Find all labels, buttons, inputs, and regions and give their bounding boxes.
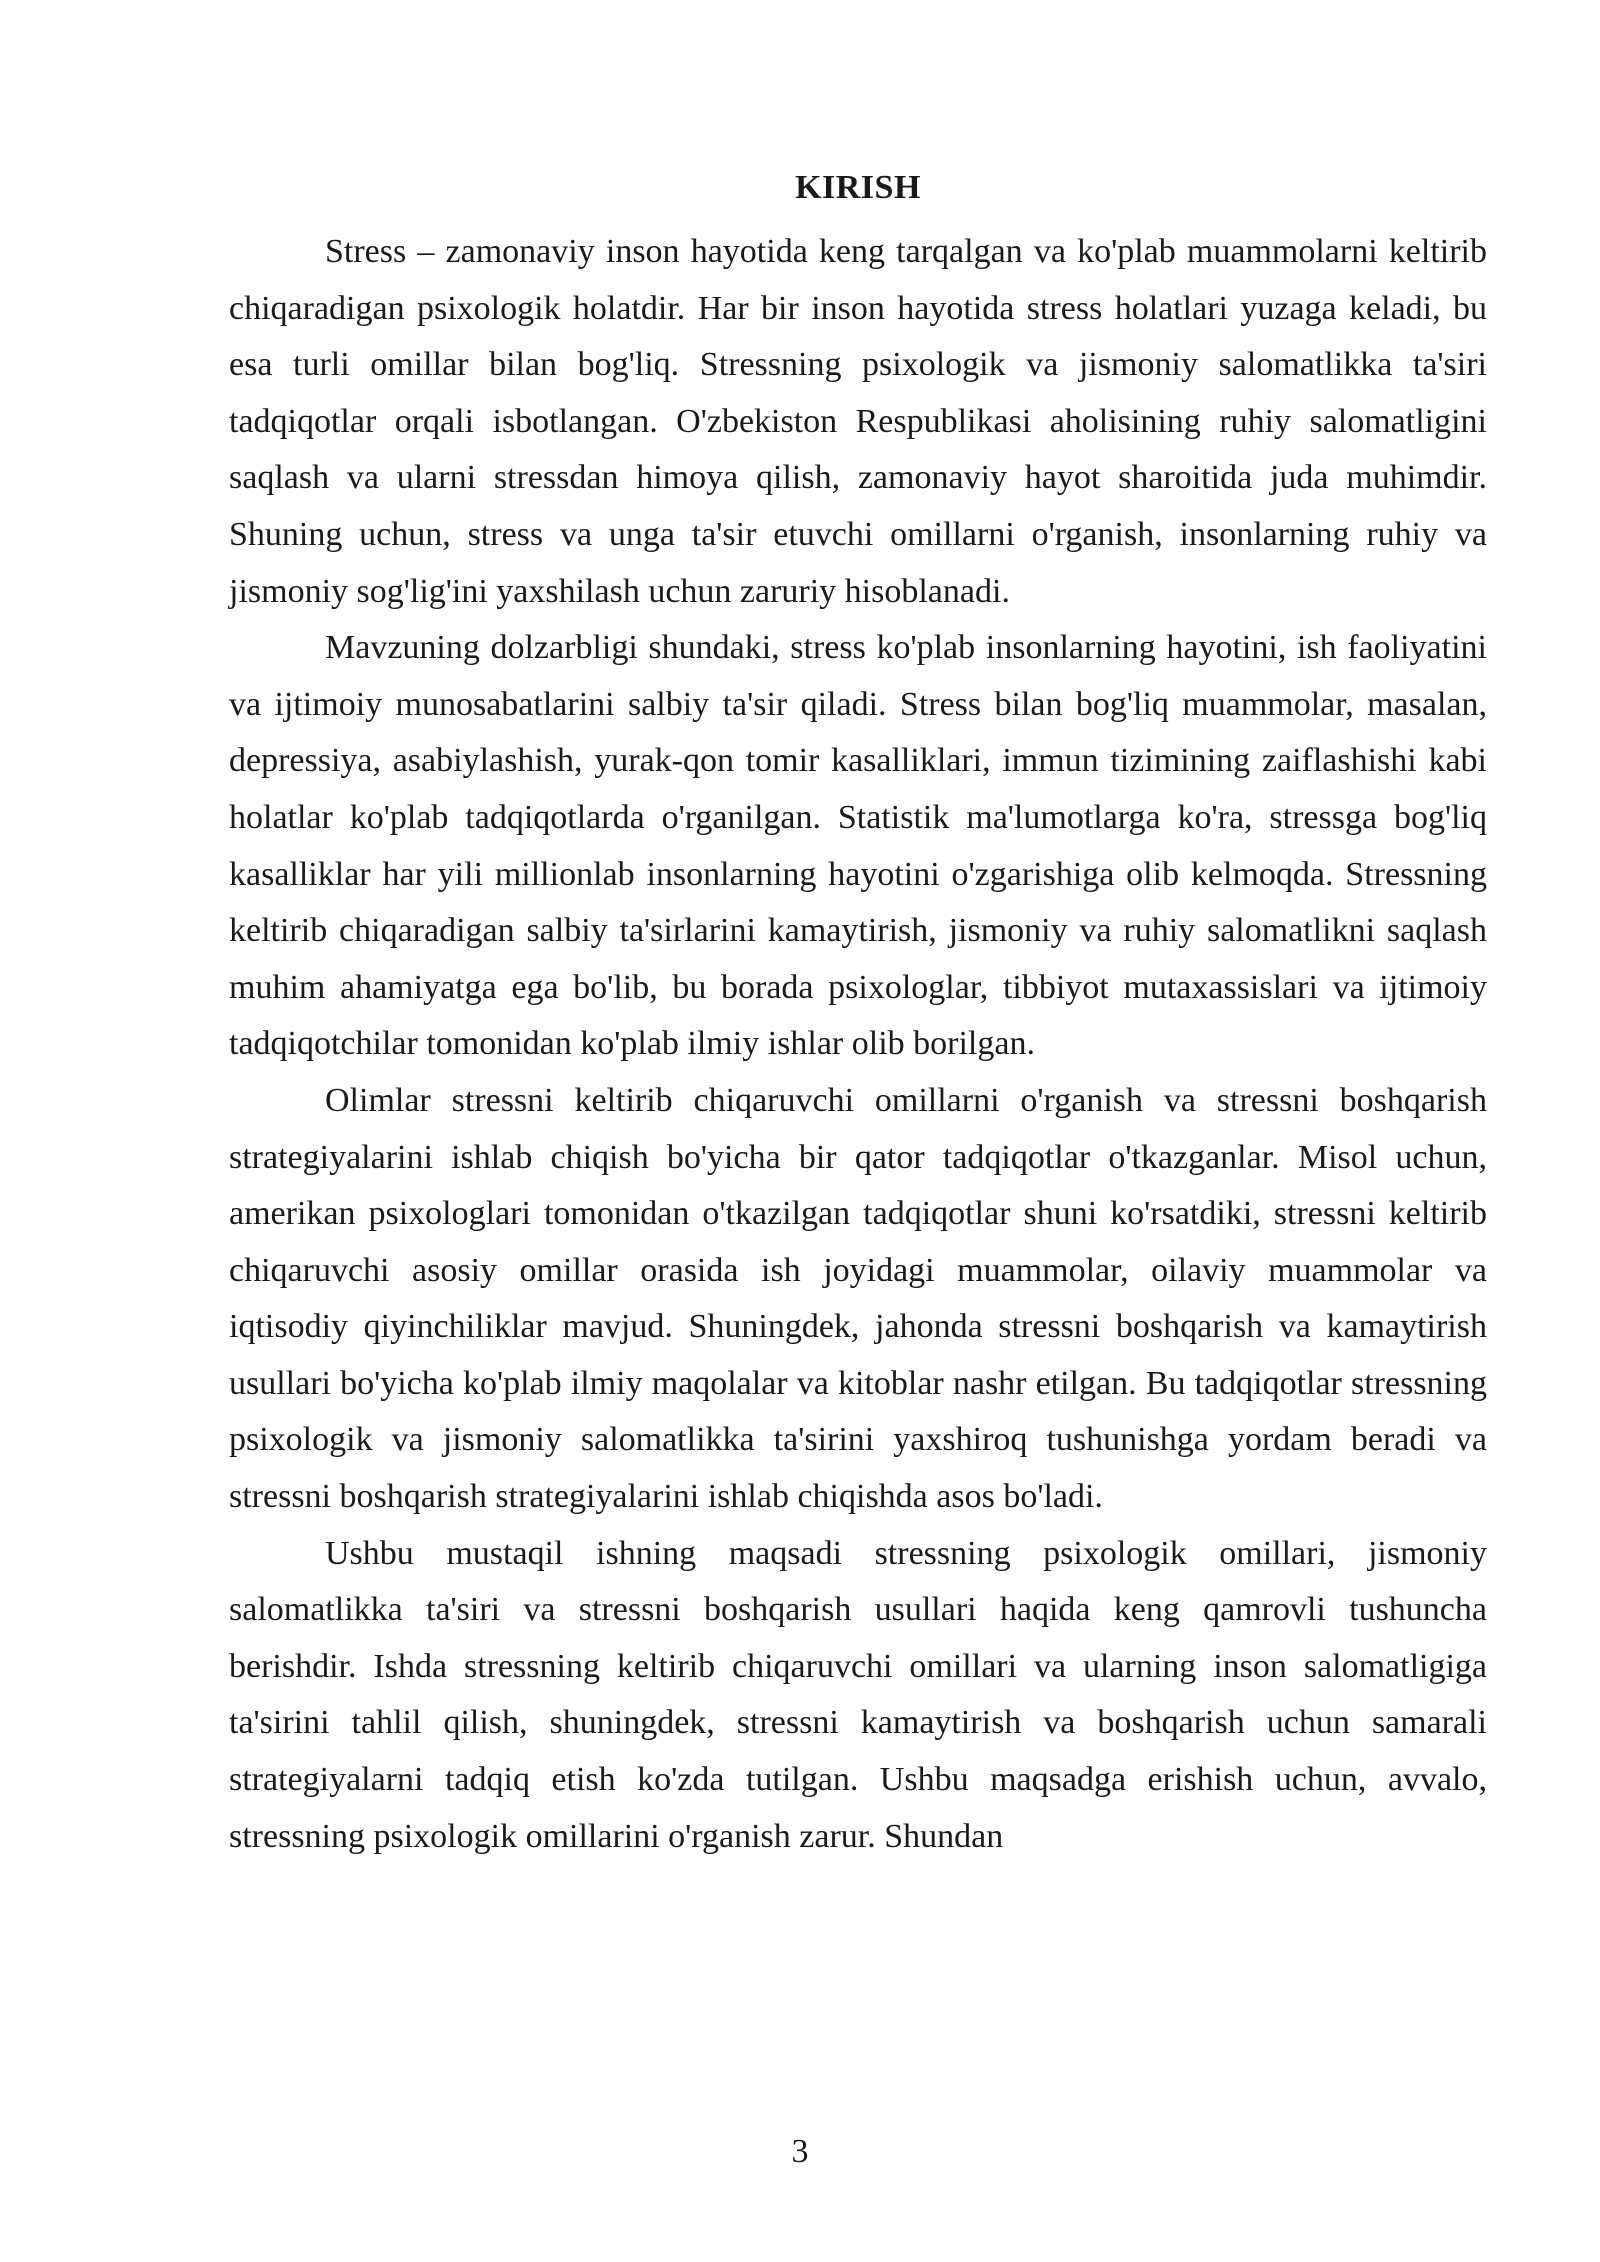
paragraph-2: Mavzuning dolzarbligi shundaki, stress ko'plab insonlarning hayotini, ish faoliyatini va ijtimoiy munosabatlarini salbiy ta'sir qiladi. Stress bilan bog'liq muammolar, masalan, depressiya, asabiylashish, yurak-qon tomir kasalliklari, immun tizimining zaiflashishi kabi holatlar ko'plab tadqiqotlarda o'rganilgan. Statistik ma'lumotlarga ko'ra, stressga bog'liq kasalliklar har yili millionlab insonlarning hayotini o'zgarishiga olib kelmoqda. Stressning keltirib chiqaradigan salbiy ta'sirlarini kamaytirish, jismoniy va ruhiy salomatlikni saqlash muhim ahamiyatga ega bo'lib, bu borada psixologlar, tibbiyot mutaxassislari va ijtimoiy tadqiqotchilar tomonidan ko'plab ilmiy ishlar olib borilgan. <box>229 629 1487 1063</box>
paragraph-3: Olimlar stressni keltirib chiqaruvchi omillarni o'rganish va stressni boshqarish strategiyalarini ishlab chiqish bo'yicha bir qator tadqiqotlar o'tkazganlar. Misol uchun, amerikan psixologlari tomonidan o'tkazilgan tadqiqotlar shuni ko'rsatdiki, stressni keltirib chiqaruvchi asosiy omillar orasida ish joyidagi muammolar, oilaviy muammolar va iqtisodiy qiyinchiliklar mavjud. Shuningdek, jahonda stressni boshqarish va kamaytirish usullari bo'yicha ko'plab ilmiy maqolalar va kitoblar nashr etilgan. Bu tadqiqotlar stressning psixologik va jismoniy salomatlikka ta'sirini yaxshiroq tushunishga yordam beradi va stressni boshqarish strategiyalarini ishlab chiqishda asos bo'ladi. <box>229 1081 1487 1516</box>
page-number: 3 <box>791 2133 809 2170</box>
document-page <box>229 160 1487 1865</box>
paragraph-1: Stress – zamonaviy inson hayotida keng tarqalgan va ko'plab muammolarni keltirib chiqaradigan psixologik holatdir. Har bir inson hayotida stress holatlari yuzaga keladi, bu esa turli omillar bilan bog'liq. Stressning psixologik va jismoniy salomatlikka ta'siri tadqiqotlar orqali isbotlangan. O'zbekiston Respublikasi aholisining ruhiy salomatligini saqlash va ularni stressdan himoya qilish, zamonaviy hayot sharoitida juda muhimdir. Shuning uchun, stress va unga ta'sir etuvchi omillarni o'rganish, insonlarning ruhiy va jismoniy sog'lig'ini yaxshilash uchun zaruriy hisoblanadi. <box>229 233 1487 610</box>
paragraph-4: Ushbu mustaqil ishning maqsadi stressning psixologik omillari, jismoniy salomatlikka ta'siri va stressni boshqarish usullari haqida keng qamrovli tushuncha berishdir. Ishda stressning keltirib chiqaruvchi omillari va ularning inson salomatligiga ta'sirini tahlil qilish, shuningdek, stressni kamaytirish va boshqarish uchun samarali strategiyalarni tadqiq etish ko'zda tutilgan. Ushbu maqsadga erishish uchun, avvalo, stressning psixologik omillarini o'rganish zarur. Shundan <box>229 1534 1487 1855</box>
section-title: KIRISH <box>795 169 921 206</box>
